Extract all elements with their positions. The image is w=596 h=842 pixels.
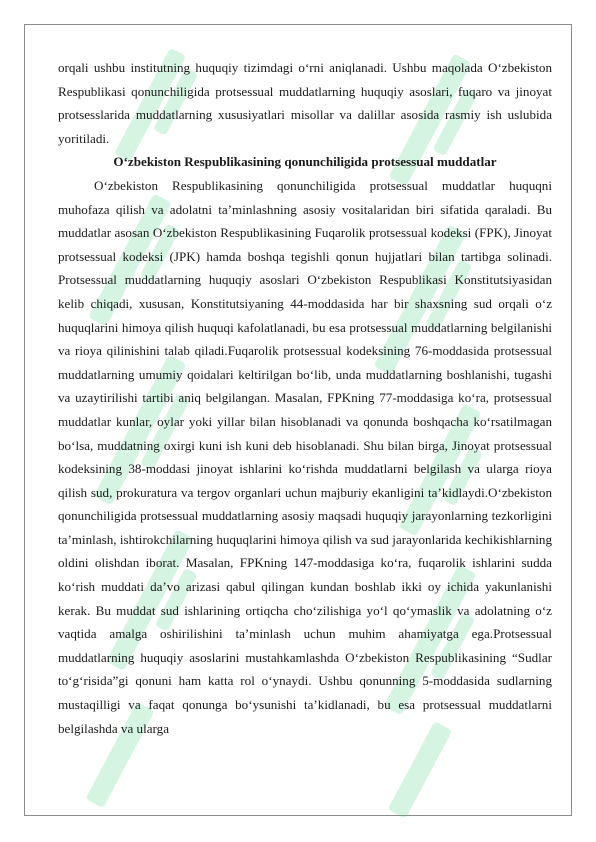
body-paragraph: O‘zbekiston Respublikasining qonunchiligida protsessual muddatlar huquqni muhofaza qilish va adolatni ta’minlashning asosiy vositalaridan biri sifatida qaraladi. Bu muddatlar asosan O‘zbekiston Respublikasining Fuqarolik protsessual kodeksi (FPK), Jinoyat protsessual kodeksi (JPK) hamda boshqa tegishli qonun hujjatlari bilan tartibga solinadi. Protsessual muddatlarning huquqiy asoslari O‘zbekiston Respublikasi Konstitutsiyasidan kelib chiqadi, xususan, Konstitutsiyaning 44-moddasida har bir shaxsning sud orqali o‘z huquqlarini himoya qilish huquqi kafolatlanadi, bu esa protsessual muddatlarning belgilanishi va rioya qilinishini talab qiladi.Fuqarolik protsessual kodeksining 76-moddasida protsessual muddatlarning umumiy qoidalari keltirilgan bo‘lib, unda muddatlarning boshlanishi, tugashi va uzaytirilishi tartibi aniq belgilangan. Masalan, FPKning 77-moddasiga ko‘ra, protsessual muddatlar kunlar, oylar yoki yillar bilan hisoblanadi va qonunda boshqacha ko‘rsatilmagan bo‘lsa, muddatning oxirgi kuni ish kuni deb hisoblanadi. Shu bilan birga, Jinoyat protsessual kodeksining 38-moddasi jinoyat ishlarini ko‘rishda muddatlarni belgilash va ularga rioya qilish sud, prokuratura va tergov organlari uchun majburiy ekanligini ta’kidlaydi.O‘zbekiston qonunchiligida protsessual muddatlarning asosiy maqsadi huquqiy jarayonlarning tezkorligini ta’minlash, ishtirokchilarning huquqlarini himoya qilish va sud jarayonlarida kechikishlarning oldini olishdan iborat. Masalan, FPKning 147-moddasiga ko‘ra, fuqarolik ishlarini sudda ko‘rish muddati da’vo arizasi qabul qilingan kundan boshlab ikki oy ichida yakunlanishi kerak. Bu muddat sud ishlarining ortiqcha cho‘zilishiga yo‘l qo‘ymaslik va adolatning o‘z vaqtida amalga oshirilishini ta’minlash uchun muhim ahamiyatga ega.Protsessual muddatlarning huquqiy asoslarini mustahkamlashda O‘zbekiston Respublikasining “Sudlar to‘g‘risida”gi qonuni ham katta rol o‘ynaydi. Ushbu qonunning 5-moddasida sudlarning mustaqilligi va faqat qonunga bo‘ysunishi ta’kidlanadi, bu esa protsessual muddatlarni belgilashda va ularga <box>58 177 552 736</box>
intro-paragraph: orqali ushbu institutning huquqiy tizimdagi o‘rni aniqlanadi. Ushbu maqolada O‘zbekiston Respublikasi qonunchiligida protsessual muddatlarning huquqiy asoslari, fuqaro va jinoyat protsesslarida muddatlarning xususiyatlari misollar va dalillar asosida rasmiy ish uslubida yoritiladi. <box>58 60 552 146</box>
document-body <box>58 56 552 740</box>
section-heading: O‘zbekiston Respublikasining qonunchiligida protsessual muddatlar <box>113 154 497 170</box>
